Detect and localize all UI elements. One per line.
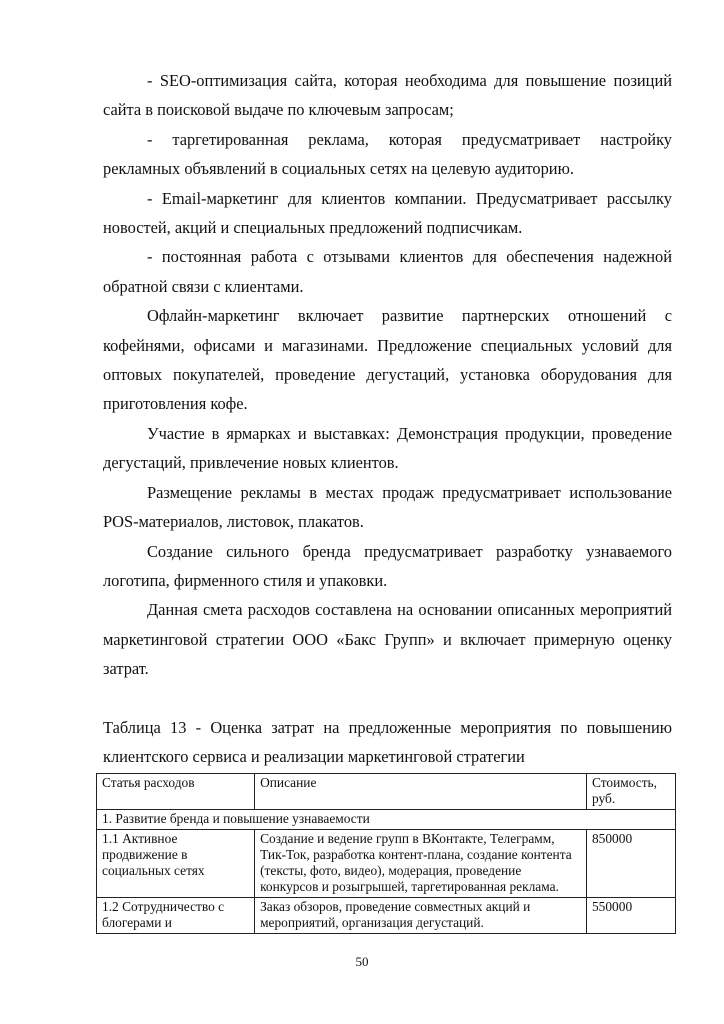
cost-table xyxy=(96,773,676,934)
table-header-row xyxy=(97,774,676,810)
header-description: Описание xyxy=(255,774,587,810)
paragraph-seo: - SEO-оптимизация сайта, которая необходима для повышение позиций сайта в поисковой выдаче по ключевым запросам; xyxy=(103,71,672,120)
section-title: 1. Развитие бренда и повышение узнаваемости xyxy=(97,810,676,830)
paragraph-email: - Email-маркетинг для клиентов компании. Предусматривает рассылку новостей, акций и специальных предложений подписчикам. xyxy=(103,188,672,238)
paragraph-pos: Размещение рекламы в местах продаж предусматривает использование POS-материалов, листовок, плакатов. xyxy=(103,482,672,532)
table-section-row xyxy=(97,810,676,830)
row-description: Создание и ведение групп в ВКонтакте, Телеграмм, Тик-Ток, разработка контент-плана, создание контента (тексты, фото, видео), модерация, проведение конкурсов и розыгрышей, таргетированная реклама. xyxy=(255,830,587,898)
paragraph-targeting: - таргетированная реклама, которая предусматривает настройку рекламных объявлений в социальных сетях на целевую аудиторию. xyxy=(103,129,672,179)
paragraph-fairs: Участие в ярмарках и выставках: Демонстрация продукции, проведение дегустаций, привлечение новых клиентов. xyxy=(103,423,672,473)
paragraph-reviews: - постоянная работа с отзывами клиентов для обеспечения надежной обратной связи с клиентами. xyxy=(103,247,672,296)
row-item: 1.1 Активное продвижение в социальных сетях xyxy=(97,830,255,898)
header-item: Статья расходов xyxy=(97,774,255,810)
table-row xyxy=(97,898,676,934)
row-cost: 850000 xyxy=(586,830,675,898)
row-description: Заказ обзоров, проведение совместных акций и мероприятий, организация дегустаций. xyxy=(255,898,587,934)
page-number: 50 xyxy=(355,954,369,969)
body-text xyxy=(103,66,672,772)
row-item: 1.2 Сотрудничество с блогерами и xyxy=(97,898,255,934)
table-row xyxy=(97,830,676,898)
table-caption: Таблица 13 - Оценка затрат на предложенные мероприятия по повышению клиентского сервиса и реализации маркетинговой стратегии xyxy=(103,717,672,767)
paragraph-brand: Создание сильного бренда предусматривает разработку узнаваемого логотипа, фирменного стиля и упаковки. xyxy=(103,541,672,590)
paragraph-estimate: Данная смета расходов составлена на основании описанных мероприятий маркетинговой стратегии ООО «Бакс Групп» и включает примерную оценку затрат. xyxy=(103,600,672,679)
paragraph-offline: Офлайн-маркетинг включает развитие партнерских отношений с кофейнями, офисами и магазинами. Предложение специальных условий для оптовых покупателей, проведение дегустаций, установка оборудования для приготовления кофе. xyxy=(103,306,672,414)
header-cost: Стоимость, руб. xyxy=(586,774,675,810)
row-cost: 550000 xyxy=(586,898,675,934)
